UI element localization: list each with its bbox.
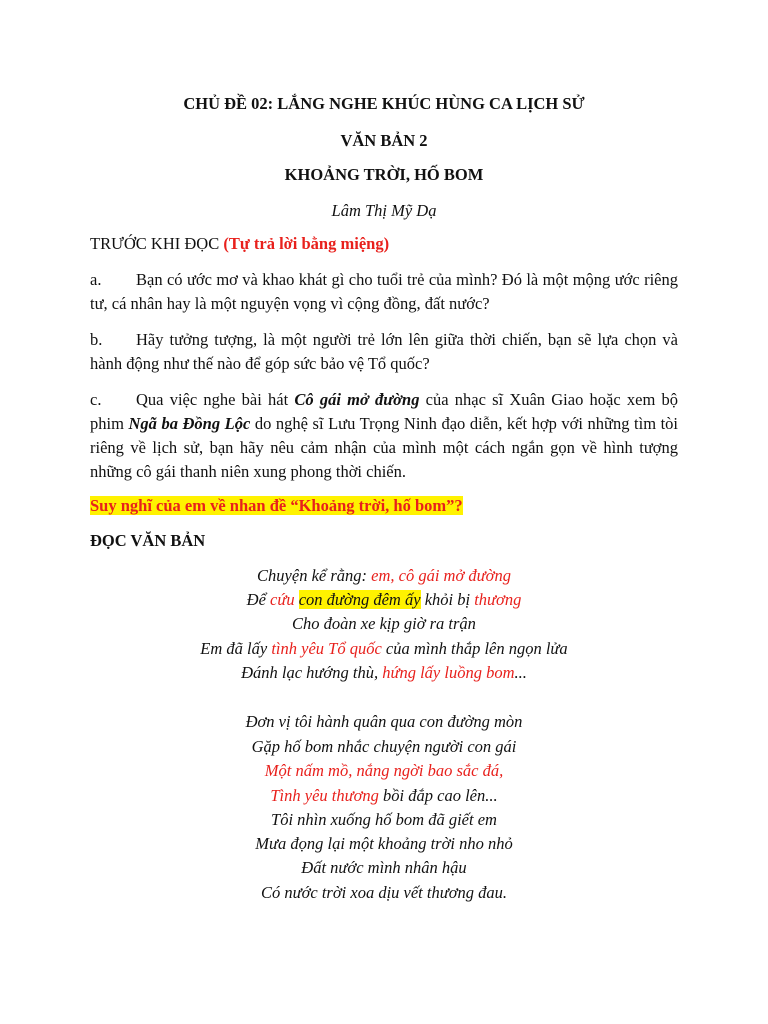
poem-line-11: Mưa đọng lại một khoảng trời nho nhỏ	[255, 834, 513, 853]
poem-line-7: Gặp hố bom nhắc chuyện người con gái	[251, 737, 517, 756]
poem-line-1-b: em, cô gái mở đường	[371, 566, 511, 585]
question-c-label: c.	[90, 390, 102, 409]
poem-line-1	[0, 566, 768, 586]
question-c-text-2: của nhạc sĩ Xuân Giao hoặc xem bộ phim	[90, 390, 679, 433]
before-reading-title: TRƯỚC KHI ĐỌC	[90, 234, 220, 253]
song-title: Cô gái mở đường	[294, 390, 420, 409]
poem-line-8: Một nấm mồ, nắng ngời bao sắc đá,	[264, 761, 504, 780]
poem-line-9-a: Tình yêu thương	[270, 786, 379, 805]
poem-line-5	[0, 663, 768, 683]
text-number-heading: VĂN BẢN 2	[340, 131, 428, 150]
question-c-text-3: do nghệ sĩ Lưu Trọng Ninh đạo diễn, kết hợp với những tìm tòi riêng về lịch sử, bạn hãy nêu cảm nhận của mình một cách ngắn gọn về hình tượng những cô gái thanh niên xung phong thời chiến.	[90, 414, 679, 481]
poem-title: KHOẢNG TRỜI, HỐ BOM	[284, 165, 484, 184]
poem-line-6: Đơn vị tôi hành quân qua con đường mòn	[245, 712, 523, 731]
poem-line-4	[0, 639, 768, 659]
poem-line-9-b: bồi đắp cao lên...	[378, 786, 498, 805]
poem-line-4-c: của mình thắp lên ngọn lửa	[381, 639, 568, 658]
title-question	[90, 496, 463, 516]
title-question-text: Suy nghĩ của em về nhan đề “Khoảng trời, hố bom”?	[90, 496, 463, 515]
poem-line-5-b: hứng lấy luồng bom	[382, 663, 515, 682]
question-b-label: b.	[90, 330, 103, 349]
poem-line-5-c: ...	[514, 663, 527, 682]
poem-line-2-b: cứu	[270, 590, 295, 609]
topic-heading: CHỦ ĐỀ 02: LẮNG NGHE KHÚC HÙNG CA LỊCH SỬ	[183, 94, 585, 113]
poem-line-2-f: thương	[474, 590, 522, 609]
poem-line-1-a: Chuyện kể rằng:	[257, 566, 372, 585]
poem-line-4-a: Em đã lấy	[200, 639, 272, 658]
before-reading-note: (Tự trả lời bằng miệng)	[223, 234, 390, 253]
poem-line-2-highlight: con đường đêm ấy	[298, 590, 421, 609]
author-name: Lâm Thị Mỹ Dạ	[331, 201, 437, 220]
film-title: Ngã ba Đồng Lộc	[128, 414, 251, 433]
poem-line-13: Có nước trời xoa dịu vết thương đau.	[260, 883, 508, 902]
poem-line-4-b: tình yêu Tổ quốc	[271, 639, 382, 658]
before-reading-heading	[90, 234, 389, 254]
question-a	[90, 268, 678, 316]
poem-line-9	[0, 786, 768, 806]
question-b-text: Hãy tưởng tượng, là một người trẻ lớn lên giữa thời chiến, bạn sẽ lựa chọn và hành động như thế nào để góp sức bảo vệ Tổ quốc?	[90, 330, 678, 373]
question-a-text: Bạn có ước mơ và khao khát gì cho tuổi trẻ của mình? Đó là một mộng ước riêng tư, cá nhân hay là một nguyện vọng vì cộng đồng, đất nước?	[90, 270, 678, 313]
poem-line-3: Cho đoàn xe kịp giờ ra trận	[292, 614, 476, 633]
poem-line-2-e: khỏi bị	[420, 590, 475, 609]
poem-line-12: Đất nước mình nhân hậu	[301, 858, 467, 877]
poem-line-2-a: Để	[246, 590, 271, 609]
reading-heading: ĐỌC VĂN BẢN	[90, 531, 206, 550]
question-c-text-1: Qua việc nghe bài hát	[136, 390, 295, 409]
question-b	[90, 328, 678, 376]
question-a-label: a.	[90, 270, 102, 289]
poem-line-10: Tôi nhìn xuống hố bom đã giết em	[271, 810, 497, 829]
question-c	[90, 388, 678, 484]
poem-line-2	[0, 590, 768, 610]
poem-line-5-a: Đánh lạc hướng thù,	[241, 663, 383, 682]
